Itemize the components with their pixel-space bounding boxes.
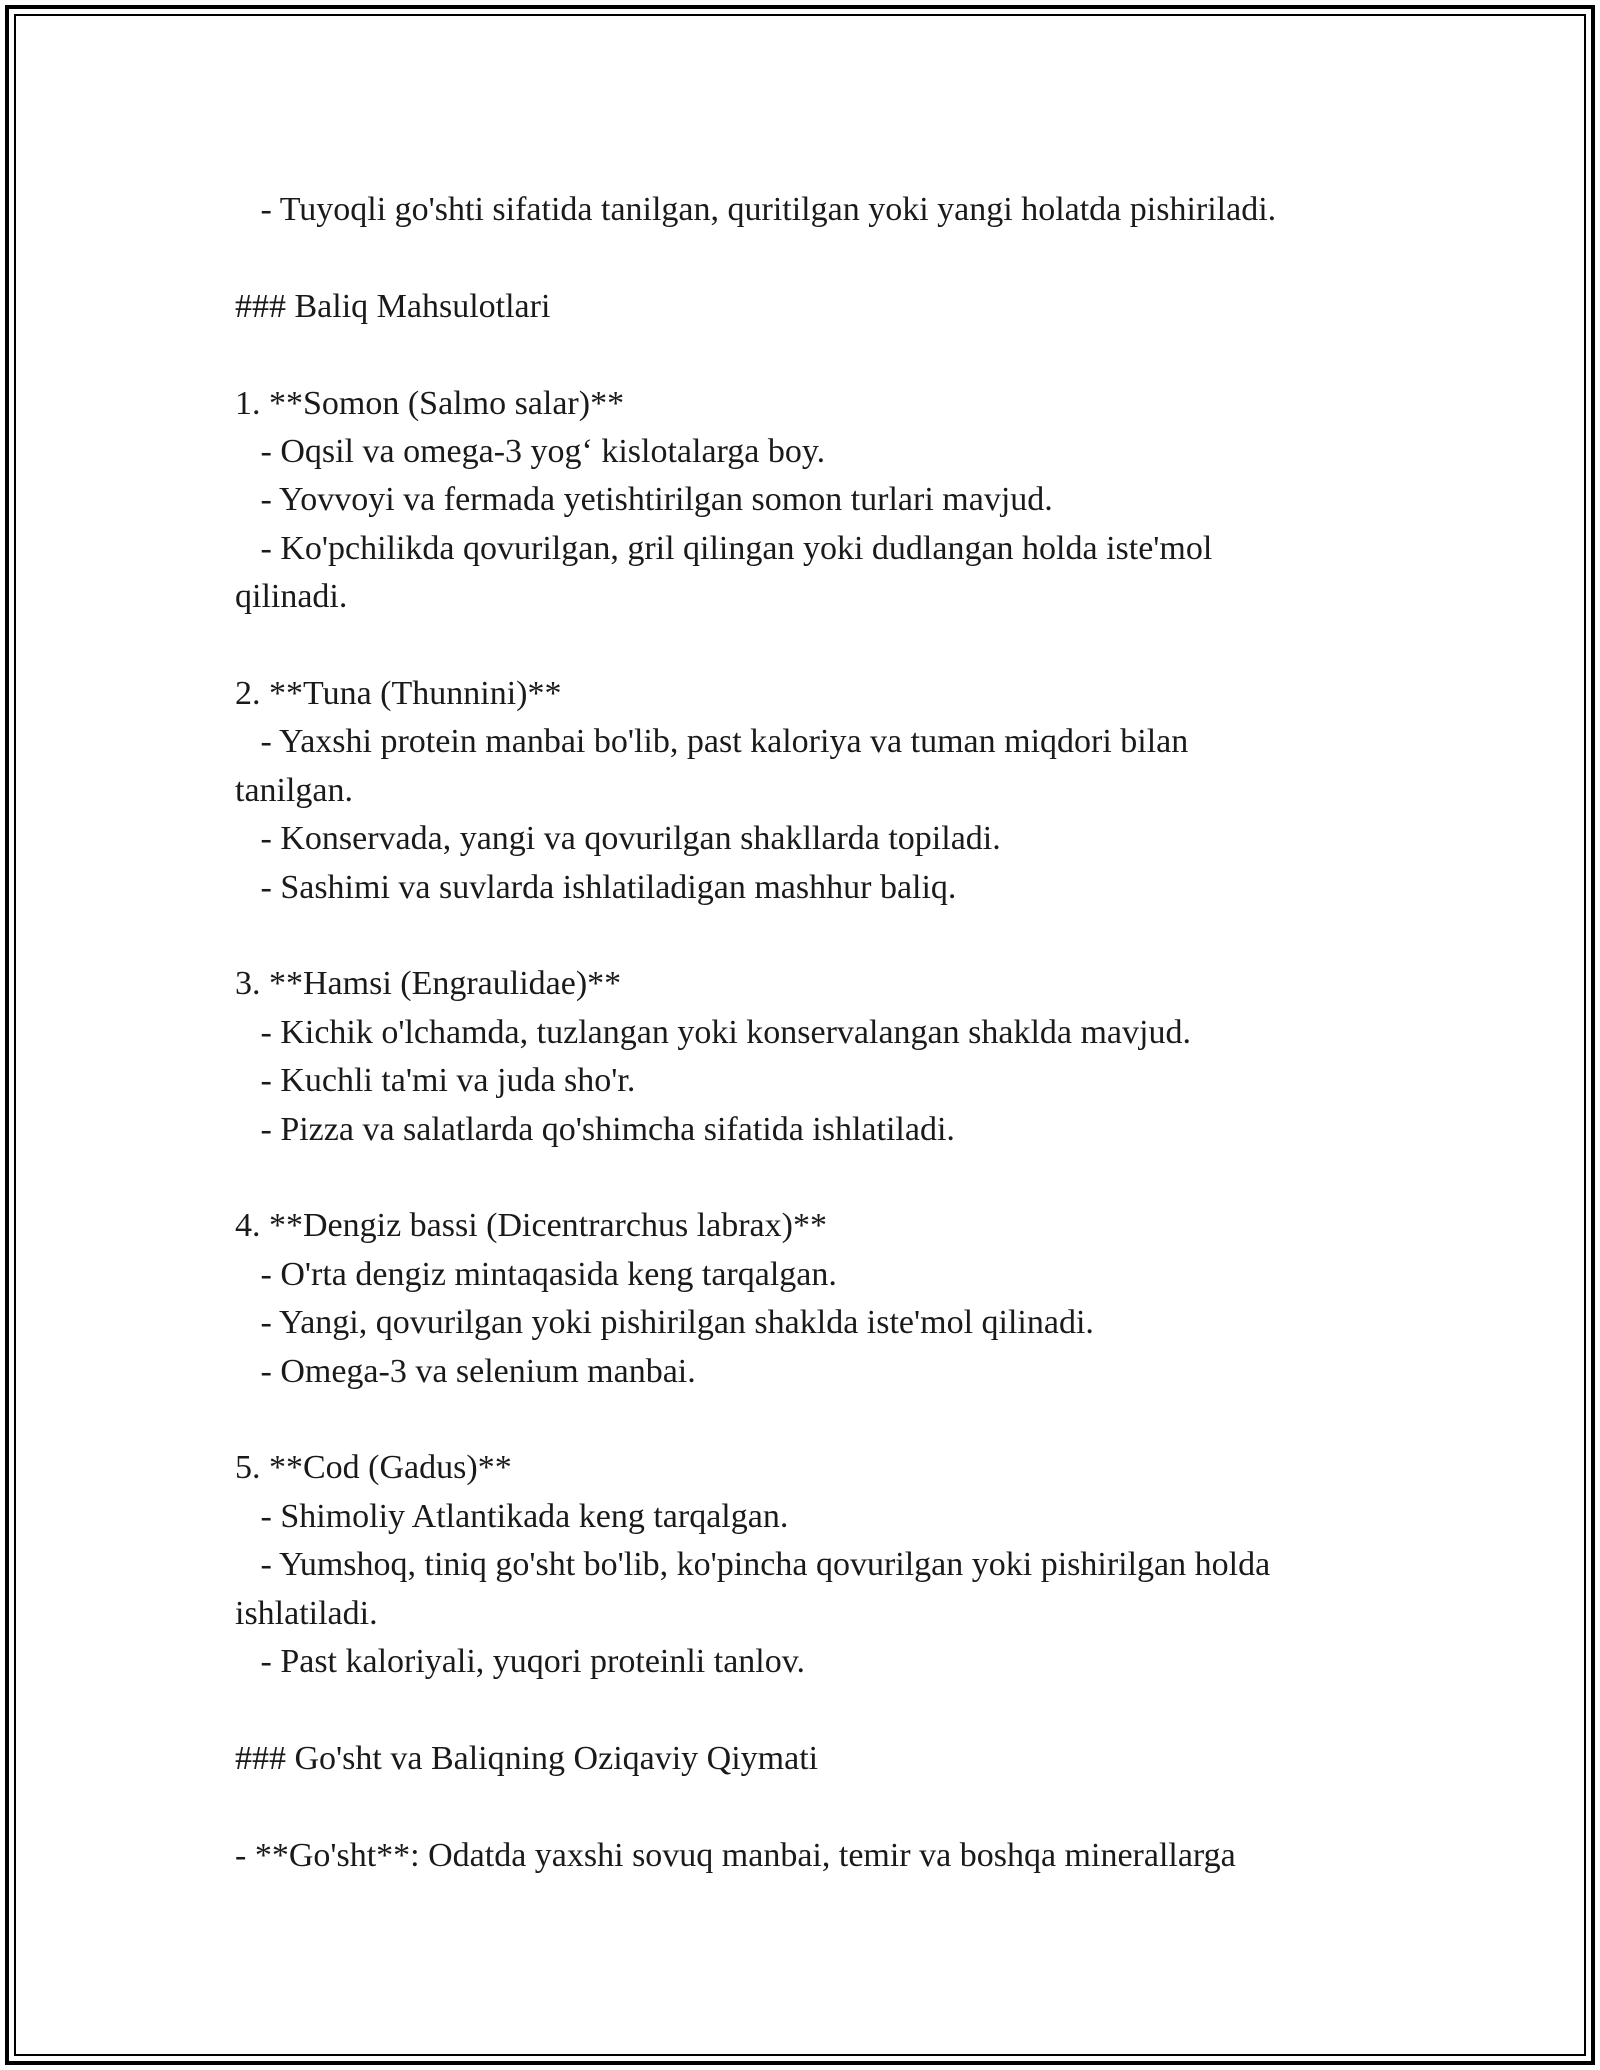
section-heading: ### Go'sht va Baliqning Oziqaviy Qiymati bbox=[235, 1739, 819, 1777]
blank-line bbox=[235, 1687, 1365, 1735]
list-item-heading: 4. **Dengiz bassi (Dicentrarchus labrax)** bbox=[235, 1207, 827, 1245]
text-line: - Yaxshi protein manbai bo'lib, past kaloriya va tuman miqdori bilan bbox=[235, 723, 1189, 761]
text-line: - Omega-3 va selenium manbai. bbox=[235, 1352, 696, 1390]
text-line: - O'rta dengiz mintaqasida keng tarqalgan. bbox=[235, 1255, 837, 1293]
text-line: - Kichik o'lchamda, tuzlangan yoki konservalangan shaklda mavjud. bbox=[235, 1013, 1191, 1051]
blank-line bbox=[235, 1783, 1365, 1831]
list-item-heading: 3. **Hamsi (Engraulidae)** bbox=[235, 965, 622, 1003]
text-line: - Shimoliy Atlantikada keng tarqalgan. bbox=[235, 1497, 789, 1535]
list-item-heading: 5. **Cod (Gadus)** bbox=[235, 1449, 512, 1487]
blank-line bbox=[235, 912, 1365, 960]
blank-line bbox=[235, 622, 1365, 670]
list-item-heading: 1. **Somon (Salmo salar)** bbox=[235, 384, 625, 422]
blank-line bbox=[235, 1396, 1365, 1444]
text-line: - Yangi, qovurilgan yoki pishirilgan shaklda iste'mol qilinadi. bbox=[235, 1304, 1094, 1342]
text-line: - Pizza va salatlarda qo'shimcha sifatida ishlatiladi. bbox=[235, 1110, 955, 1148]
text-line: - Ko'pchilikda qovurilgan, gril qilingan yoki dudlangan holda iste'mol bbox=[235, 529, 1213, 567]
text-line: - Yumshoq, tiniq go'sht bo'lib, ko'pincha qovurilgan yoki pishirilgan holda bbox=[235, 1546, 1271, 1584]
blank-line bbox=[235, 1154, 1365, 1202]
text-line: - Past kaloriyali, yuqori proteinli tanlov. bbox=[235, 1643, 806, 1681]
text-line: - Yovvoyi va fermada yetishtirilgan somon turlari mavjud. bbox=[235, 481, 1053, 519]
text-line: - Kuchli ta'mi va juda sho'r. bbox=[235, 1062, 636, 1100]
list-item-heading: 2. **Tuna (Thunnini)** bbox=[235, 675, 562, 713]
text-line: - Sashimi va suvlarda ishlatiladigan mashhur baliq. bbox=[235, 868, 957, 906]
blank-line bbox=[235, 234, 1365, 282]
text-line: - **Go'sht**: Odatda yaxshi sovuq manbai, temir va boshqa minerallarga bbox=[235, 1836, 1236, 1874]
text-line: tanilgan. bbox=[235, 771, 354, 809]
text-line: - Tuyoqli go'shti sifatida tanilgan, quritilgan yoki yangi holatda pishiriladi. bbox=[235, 191, 1277, 228]
text-line: - Oqsil va omega-3 yog‘ kislotalarga boy. bbox=[235, 433, 826, 470]
document-body bbox=[235, 186, 1365, 1880]
text-line: qilinadi. bbox=[235, 578, 348, 616]
section-heading: ### Baliq Mahsulotlari bbox=[235, 287, 551, 325]
text-line: - Konservada, yangi va qovurilgan shakllarda topiladi. bbox=[235, 820, 1001, 858]
text-line: ishlatiladi. bbox=[235, 1594, 378, 1632]
blank-line bbox=[235, 331, 1365, 379]
